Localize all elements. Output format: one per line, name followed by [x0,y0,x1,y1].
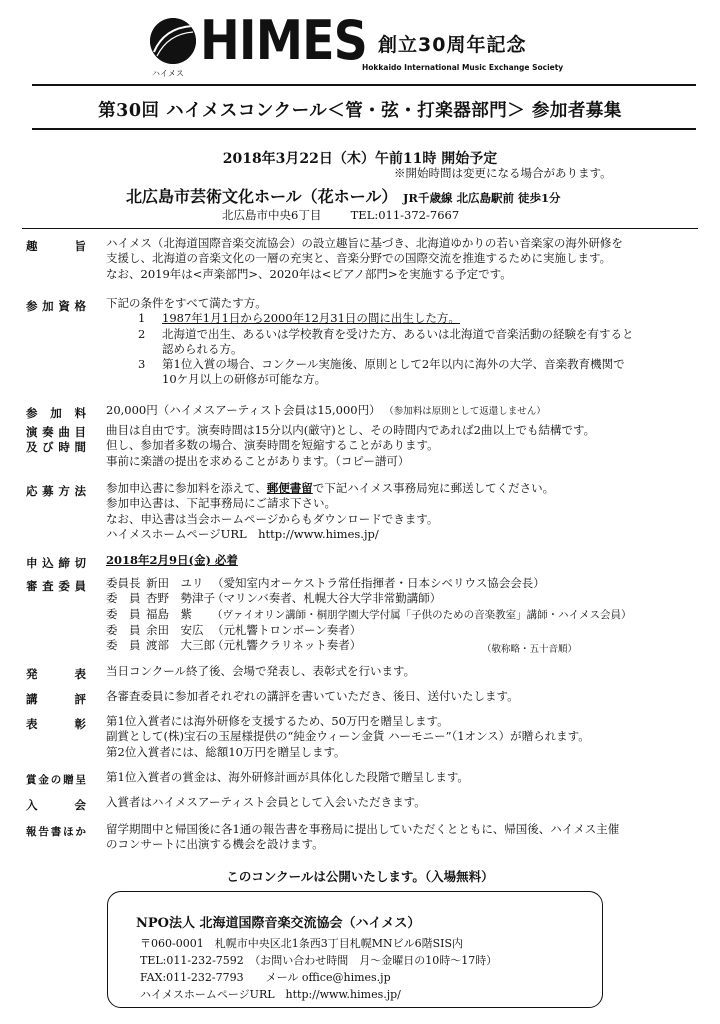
report-text [106,822,619,853]
judge-row: 委 員 渡部 大三郎（元札響クラリネット奏者） [106,638,362,653]
page-title: 第30回 ハイメスコンクール＜管・弦・打楽器部門＞ 参加者募集 [98,101,622,121]
eligibility-item: 3 第1位入賞の場合、コンクール実施後、原則として2年以内に海外の大学、音楽教育機関で [138,357,625,372]
announcement-text: 当日コンクール終了後、会場で発表し、表彰式を行います。 [106,664,416,678]
pieces-line: 事前に楽譜の提出を求めることがあります。（コピー譜可） [106,453,410,468]
venue-name: 北広島市芸術文化ホール（花ホール） [126,187,398,206]
application-line: 参加申込書は、下記事務局にご請求下さい。 [106,496,336,511]
contact-tel: TEL:011-232-7592 （お問い合わせ時間 月～金曜日の10時～17時） [140,954,498,967]
membership-text: 入賞者はハイメスアーティスト会員として入会いただきます。 [106,795,426,809]
section-divider [22,228,698,229]
logo-arc-icon [150,18,196,64]
application-line: なお、申込書は当会ホームページからもダウンロードできます。 [106,511,439,526]
judge-row: 委 員 杏野 勢津子（マリンバ奏者、札幌大谷大学非常勤講師） [106,591,442,606]
awards-text [106,714,590,760]
eligibility-item: 1 1987年1月1日から2000年12月31日の間に出生した方。 [138,311,460,326]
fee-label: 参加料 [26,406,86,420]
awards-line: 第1位入賞者には海外研修を支援するため、50万円を贈呈します。 [106,714,449,728]
membership-label: 入会 [26,798,86,812]
fee-amount: 20,000円（ハイメスアーティスト会員は15,000円） [106,403,381,417]
judges-note: （敬称略・五十音順） [482,644,578,655]
fee-note: （参加料は原則として返還しません） [384,406,546,417]
judge-row: 委 員 福島 紫 （ヴァイオリン講師・桐朋学園大学付属「子供のための音楽教室」講師・ハイメス会員） [106,606,632,621]
eligibility-intro: 下記の条件をすべて満たす方。 [106,296,267,310]
report-label: 報告書ほか [26,826,86,838]
pieces-text [106,423,595,469]
application-line: ハイメスホームページURL http://www.himes.jp/ [106,526,379,541]
venue [126,184,560,207]
venue-address: 北広島市中央6丁目 [222,208,322,222]
prize-text: 第1位入賞者の賞金は、海外研修計画が具体化した段階で贈呈します。 [106,770,469,784]
datetime-note: ※開始時間は変更になる場合があります。 [394,166,612,180]
announcement-label: 発表 [26,667,86,681]
review-text: 各審査委員に参加者それぞれの講評を書いていただき、後日、送付いたします。 [106,689,519,703]
report-line: のコンサートに出演する機会を設けます。 [106,837,324,852]
logo-kana: ハイメス [152,69,184,78]
judge-row: 委員長 新田 ユリ （愛知室内オーケストラ常任指揮者・日本シベリウス協会会長） [106,576,545,590]
pieces-line: 曲目は自由です。演奏時間は15分以内(厳守)とし、その時間内であれば2曲以上でも結構です。 [106,423,596,437]
review-label: 講評 [26,692,86,706]
pieces-label: 演奏曲目 及び時間 [26,425,86,454]
judges-label: 審査委員 [26,579,86,593]
purpose-label: 趣旨 [26,239,86,253]
contact-org: NPO法人 北海道国際音楽交流協会（ハイメス） [136,916,421,931]
header-top-rule [32,84,696,86]
header-bottom-rule [32,128,696,130]
prize-label: 賞金の贈呈 [26,774,86,786]
contact-fax: FAX:011-232-7793 メール office@himes.jp [140,971,391,984]
eligibility-item: 2 北海道で出生、あるいは学校教育を受けた方、あるいは北海道で音楽活動の経験を有すると [138,326,634,341]
venue-address-line [222,207,459,223]
eligibility-item-cont: 認められる方。 [162,341,243,356]
venue-tel: TEL:011-372-7667 [350,208,460,222]
purpose-line: ハイメス（北海道国際音楽交流協会）の設立趣旨に基づき、北海道ゆかりの若い音楽家の海外研修を [106,236,623,250]
purpose-text [106,236,623,282]
application-label: 応募方法 [26,484,86,498]
purpose-line: 支援し、北海道の音楽文化の一層の充実と、音楽分野での国際交流を推進するために実施します。 [106,251,612,266]
venue-access: JR千歳線 北広島駅前 徒歩1分 [402,191,561,205]
registered-mail-emphasis: 郵便書留 [266,481,313,495]
application-line: 参加申込書に参加料を添えて、郵便書留で下記ハイメス事務局宛に郵送してください。 [106,481,555,495]
application-text [106,481,554,542]
fee-text [106,403,546,419]
contact-address: 〒060-0001 札幌市中央区北1条西3丁目札幌MNビル6階SIS内 [140,937,464,950]
event-datetime: 2018年3月22日（木）午前11時 開始予定 [222,151,498,167]
society-name: Hokkaido International Music Exchange Society [362,63,564,72]
report-line: 留学期間中と帰国後に各1通の報告書を事務局に提出していただくとともに、帰国後、ハイメス主催 [106,822,620,836]
eligibility-text [106,296,634,388]
logo-wordmark: HIMES [200,9,368,72]
deadline-label: 申込締切 [26,556,86,570]
public-note: このコンクールは公開いたします。（入場無料） [226,869,494,884]
awards-label: 表彰 [26,717,86,731]
purpose-line: なお、2019年は<声楽部門>、2020年は<ピアノ部門>を実施する予定です。 [106,266,512,281]
pieces-line: 但し、参加者多数の場合、演奏時間を短縮することがあります。 [106,438,439,453]
eligibility-label: 参加資格 [26,299,86,313]
contact-url: ハイメスホームページURL http://www.himes.jp/ [140,988,401,1001]
deadline-text: 2018年2月9日(金) 必着 [106,553,238,567]
himes-logo-disc [150,18,196,64]
awards-line: 第2位入賞者には、総額10万円を贈呈します。 [106,744,346,759]
awards-line: 副賞として(株)宝石の玉屋様提供の“純金ウィーン金貨 ハーモニー”（1オンス）が贈られます。 [106,729,590,744]
eligibility-item-cont: 10ケ月以上の研修が可能な方。 [162,372,327,387]
judge-row: 委 員 余田 安広 （元札響トロンボーン奏者） [106,622,362,637]
anniversary-label: 創立30周年記念 [378,34,527,56]
